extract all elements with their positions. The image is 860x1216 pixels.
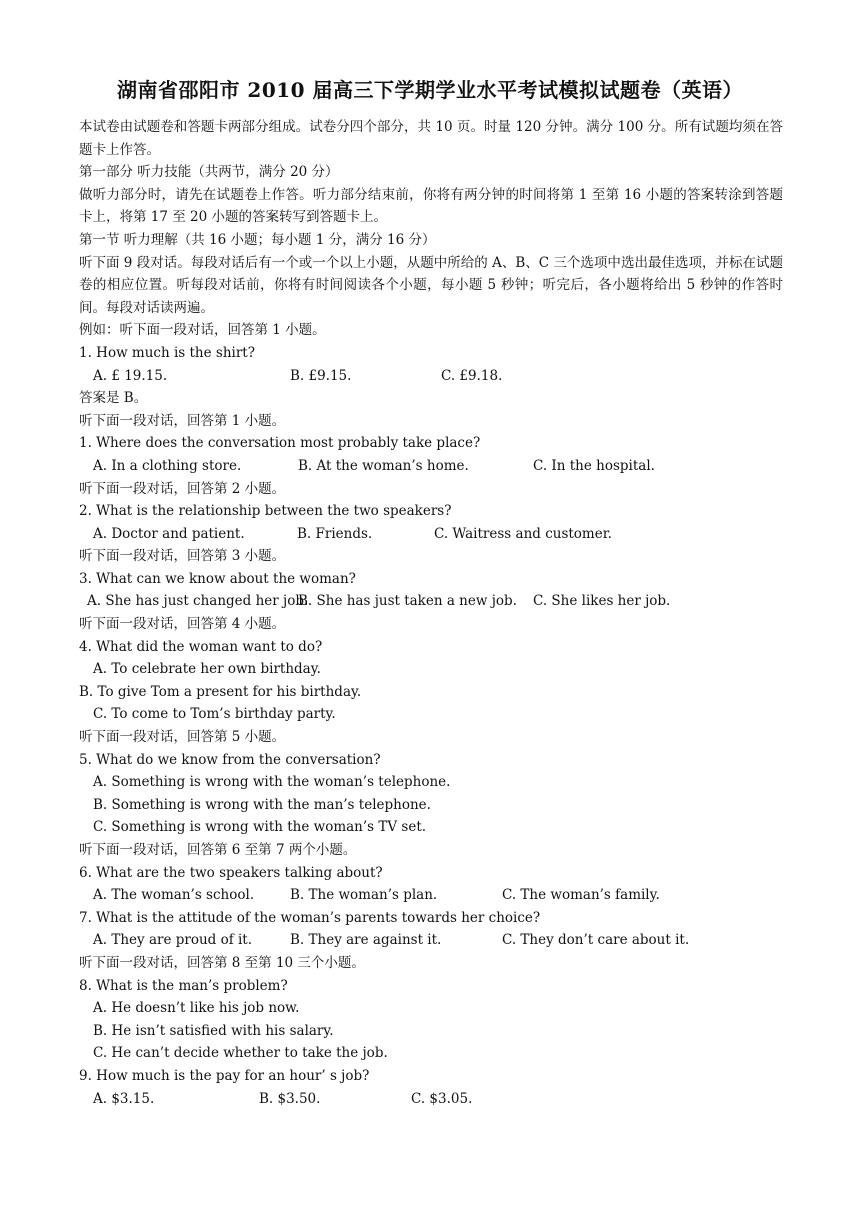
section1-heading: 第一节 听力理解（共 16 小题；每小题 1 分，满分 16 分） [79, 231, 436, 248]
example-options [79, 365, 783, 388]
question-text: 7. What is the attitude of the woman’s parents towards her choice? [79, 909, 541, 926]
option-b: B. At the woman’s home. [298, 457, 469, 474]
option-a: A. He doesn’t like his job now. [93, 1000, 300, 1017]
option-c: C. To come to Tom’s birthday party. [93, 706, 336, 723]
option-b: B. $3.50. [259, 1090, 321, 1107]
option-b: B. Something is wrong with the man’s telephone. [93, 796, 431, 813]
question-text: 5. What do we know from the conversation? [79, 751, 381, 768]
example-option-b: B. £9.15. [290, 367, 352, 384]
exam-body [79, 116, 783, 1110]
option-c: C. Something is wrong with the woman’s TV set. [93, 819, 427, 836]
option-c: C. In the hospital. [533, 457, 655, 474]
example-answer: 答案是 B。 [79, 390, 148, 407]
option-b: B. She has just taken a new job. [298, 593, 517, 610]
option-a: A. She has just changed her job. [87, 593, 309, 610]
option-a: A. Something is wrong with the woman’s telephone. [93, 774, 451, 791]
option-c: C. The woman’s family. [502, 887, 660, 904]
dialogue-prompt: 听下面一段对话，回答第 4 小题。 [79, 616, 286, 633]
section1-instructions: 听下面 9 段对话。每段对话后有一个或一个以上小题，从题中所给的 A、B、C 三个选项中选出最佳选项，并标在试题卷的相应位置。听每段对话前，你将有时间阅读各个小题，每小题 5 秒钟；听完后，各小题将给出 5 秒钟的作答时间。每段对话读两遍。 [79, 254, 783, 316]
option-a: A. In a clothing store. [93, 457, 242, 474]
question-options [79, 929, 783, 952]
question-text: 1. Where does the conversation most probably take place? [79, 435, 481, 452]
option-a: A. The woman’s school. [93, 887, 255, 904]
option-b: B. They are against it. [290, 932, 442, 949]
question-text: 2. What is the relationship between the two speakers? [79, 503, 452, 520]
question-options [79, 523, 783, 546]
dialogue-prompt: 听下面一段对话，回答第 1 小题。 [79, 412, 286, 429]
option-a: A. To celebrate her own birthday. [93, 661, 321, 678]
question-text: 6. What are the two speakers talking about? [79, 864, 383, 881]
option-c: C. $3.05. [411, 1090, 473, 1107]
option-b: B. He isn’t satisfied with his salary. [93, 1022, 334, 1039]
dialogue-prompt: 听下面一段对话，回答第 3 小题。 [79, 548, 286, 565]
example-prompt: 例如：听下面一段对话，回答第 1 小题。 [79, 322, 326, 339]
dialogue-prompt: 听下面一段对话，回答第 2 小题。 [79, 480, 286, 497]
page-title: 湖南省邵阳市 2010 届高三下学期学业水平考试模拟试题卷（英语） [116, 78, 744, 102]
option-c: C. He can’t decide whether to take the job. [93, 1045, 388, 1062]
dialogue-prompt: 听下面一段对话，回答第 5 小题。 [79, 729, 286, 746]
question-text: 3. What can we know about the woman? [79, 570, 356, 587]
option-c: C. They don’t care about it. [502, 932, 690, 949]
question-options [79, 1088, 783, 1111]
part1-heading: 第一部分 听力技能（共两节，满分 20 分） [79, 164, 339, 181]
option-b: B. Friends. [297, 525, 373, 542]
question-text: 4. What did the woman want to do? [79, 638, 323, 655]
question-text: 8. What is the man’s problem? [79, 977, 288, 994]
option-b: B. The woman’s plan. [290, 887, 438, 904]
question-options [79, 590, 783, 613]
option-b: B. To give Tom a present for his birthday. [79, 683, 362, 700]
option-a: A. Doctor and patient. [93, 525, 245, 542]
example-option-c: C. £9.18. [441, 367, 503, 384]
question-options [79, 884, 783, 907]
part1-instructions: 做听力部分时，请先在试题卷上作答。听力部分结束前，你将有两分钟的时间将第 1 至第 16 小题的答案转涂到答题卡上，将第 17 至 20 小题的答案转写到答题卡上。 [79, 186, 783, 226]
dialogue-prompt: 听下面一段对话，回答第 8 至第 10 三个小题。 [79, 954, 365, 971]
exam-intro: 本试卷由试题卷和答题卡两部分组成。试卷分四个部分，共 10 页。时量 120 分钟。满分 100 分。所有试题均须在答题卡上作答。 [79, 119, 783, 158]
example-question: 1. How much is the shirt? [79, 344, 255, 361]
option-a: A. $3.15. [93, 1090, 155, 1107]
example-option-a: A. £ 19.15. [93, 367, 168, 384]
option-a: A. They are proud of it. [93, 932, 253, 949]
question-text: 9. How much is the pay for an hour’ s job? [79, 1067, 370, 1084]
option-c: C. She likes her job. [533, 593, 671, 610]
option-c: C. Waitress and customer. [434, 525, 612, 542]
dialogue-prompt: 听下面一段对话，回答第 6 至第 7 两个小题。 [79, 842, 357, 858]
question-options [79, 455, 783, 478]
